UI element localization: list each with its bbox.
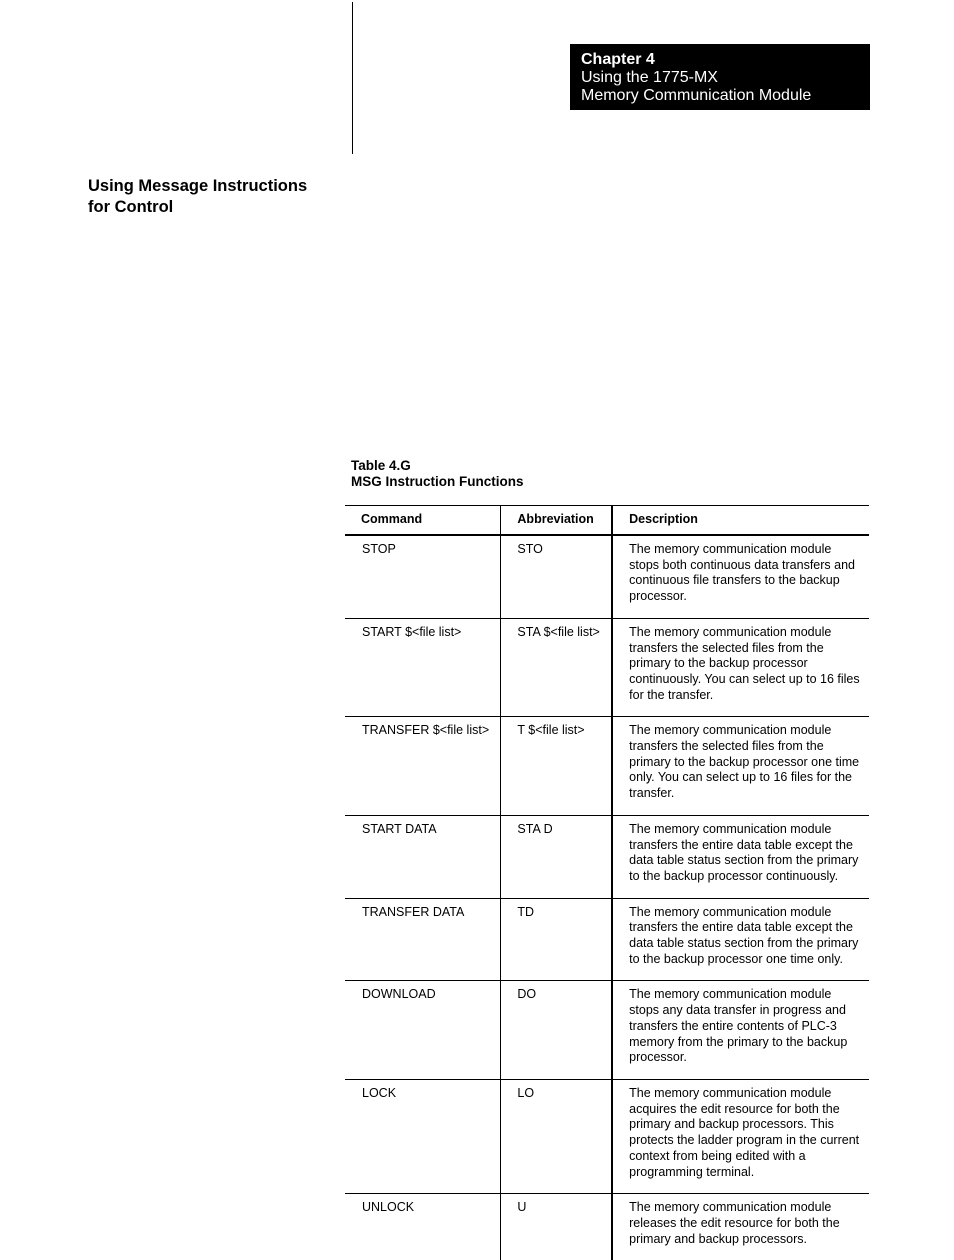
chapter-header xyxy=(570,44,870,110)
chapter-title-line2: Memory Communication Module xyxy=(581,87,812,104)
table-row xyxy=(345,1079,869,1193)
msg-functions-table xyxy=(345,505,869,1260)
command-cell: START DATA xyxy=(345,815,501,898)
section-heading-line1: Using Message Instructions xyxy=(88,177,308,195)
column-header-abbreviation: Abbreviation xyxy=(501,506,612,536)
abbreviation-cell: STA D xyxy=(501,815,612,898)
column-header-description: Description xyxy=(612,506,869,536)
description-cell: The memory communication module transfers the entire data table except the data table status section from the primary to the backup processor continuously. xyxy=(612,815,869,898)
table-row xyxy=(345,618,869,717)
abbreviation-cell: STA $<file list> xyxy=(501,618,612,717)
command-cell: STOP xyxy=(345,535,501,618)
command-cell: START $<file list> xyxy=(345,618,501,717)
description-cell: The memory communication module releases the edit resource for both the primary and backup processors. xyxy=(629,1200,840,1246)
section-heading xyxy=(88,176,328,218)
description-cell: The memory communication module transfers the entire data table except the data table status section from the primary to the backup processor one time only. xyxy=(612,898,869,981)
command-cell: TRANSFER $<file list> xyxy=(345,717,501,816)
command-cell: UNLOCK xyxy=(345,1194,501,1260)
margin-rule xyxy=(352,2,353,154)
description-cell: The memory communication module acquires the edit resource for both the primary and backup processors. This protects the ladder program in the current context from being edited with a programming terminal. xyxy=(612,1079,869,1193)
table-row xyxy=(345,717,869,816)
description-cell: The memory communication module stops any data transfer in progress and transfers the entire contents of PLC-3 memory from the primary to the backup processor. xyxy=(612,981,869,1080)
column-header-command: Command xyxy=(345,506,501,536)
abbreviation-cell: LO xyxy=(501,1079,612,1193)
command-cell: DOWNLOAD xyxy=(345,981,501,1080)
command-cell: TRANSFER DATA xyxy=(345,898,501,981)
table-caption xyxy=(351,458,524,490)
table-row xyxy=(345,898,869,981)
description-cell: The memory communication module transfers the selected files from the primary to the backup processor continuously. You can select up to 16 files for the transfer. xyxy=(612,618,869,717)
chapter-number: Chapter 4 xyxy=(581,51,655,68)
abbreviation-cell: U xyxy=(501,1194,612,1260)
abbreviation-cell: DO xyxy=(501,981,612,1080)
abbreviation-cell: T $<file list> xyxy=(501,717,612,816)
section-heading-line2: for Control xyxy=(88,198,174,216)
abbreviation-cell: TD xyxy=(501,898,612,981)
chapter-title-line1: Using the 1775-MX xyxy=(581,69,718,86)
table-header-row xyxy=(345,506,869,536)
table-title: MSG Instruction Functions xyxy=(351,474,524,489)
command-cell: LOCK xyxy=(345,1079,501,1193)
table-row xyxy=(345,535,869,618)
description-cell: The memory communication module stops both continuous data transfers and continuous file transfers to the backup processor. xyxy=(612,535,869,618)
description-cell: The memory communication module transfers the selected files from the primary to the backup processor one time only. You can select up to 16 files for the transfer. xyxy=(612,717,869,816)
table-row xyxy=(345,1194,869,1260)
abbreviation-cell: STO xyxy=(501,535,612,618)
table-number: Table 4.G xyxy=(351,458,411,473)
table-row xyxy=(345,981,869,1080)
table-row xyxy=(345,815,869,898)
